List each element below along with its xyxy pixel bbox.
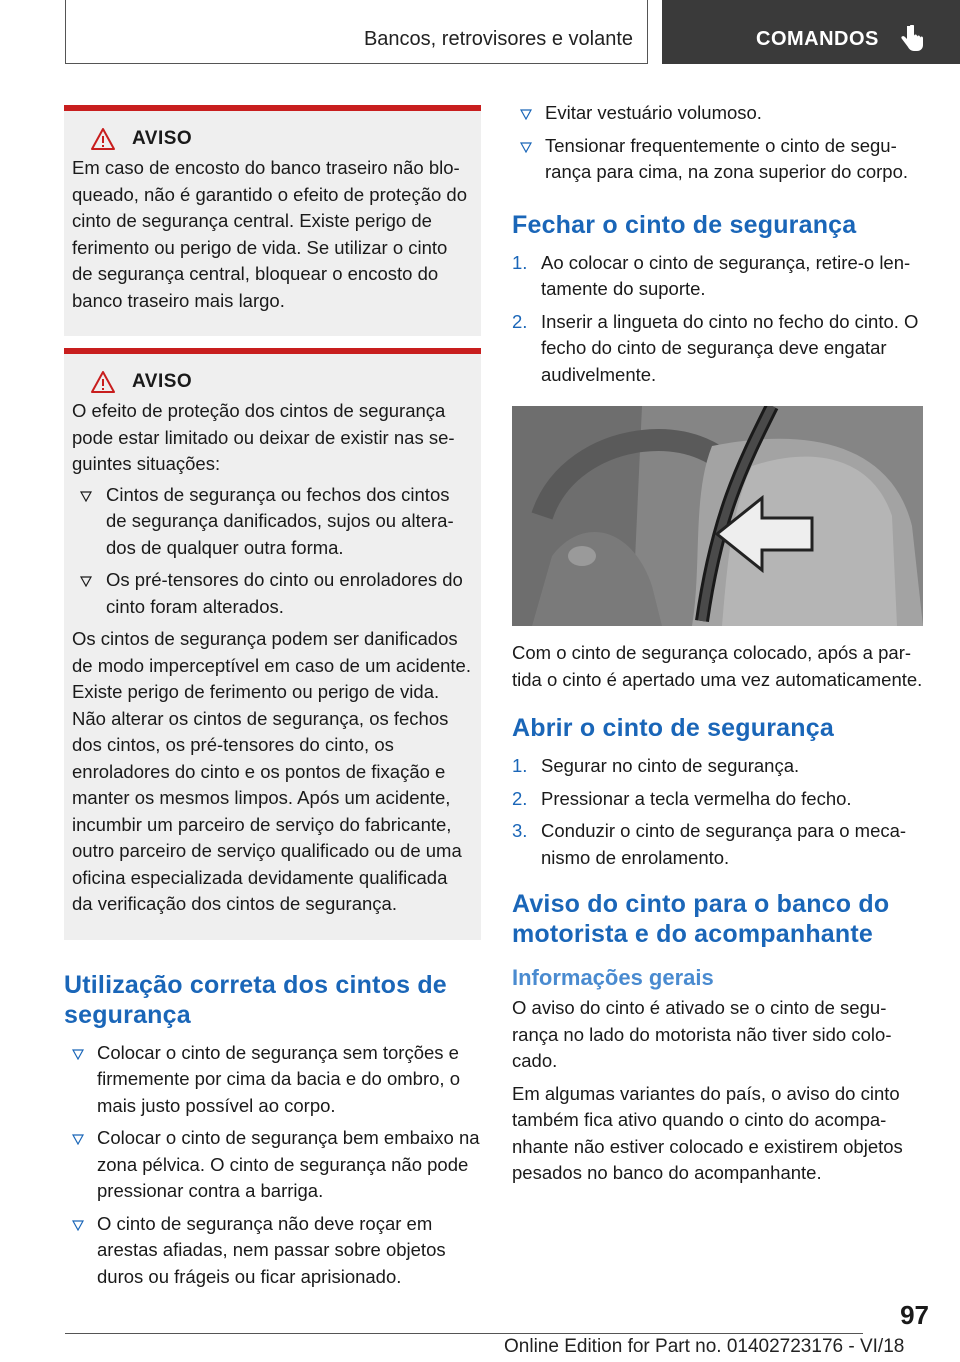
seatbelt-image [512,406,923,626]
paragraph: Em algumas variantes do país, o aviso do cinto também fica ativo quando o cinto do acompanhante não estiver colocado e existirem objetos pesados no banco do acompanhante. [512,1082,903,1183]
triangle-bullet-icon [72,1133,84,1145]
step-item: 1. Ao colocar o cinto de segurança, retire-o lentamente do suporte. [512,251,911,299]
step-item: 2. Pressionar a tecla vermelha do fecho. [512,787,852,809]
footer-divider [65,1333,863,1334]
footer-edition: Online Edition for Part no. 01402723176 - VI/18 [504,1336,905,1357]
triangle-bullet-icon [80,575,92,587]
triangle-bullet-icon [72,1219,84,1231]
warning-title: AVISO [132,371,193,392]
warning-title: AVISO [132,128,193,149]
warning-text: Em caso de encosto do banco traseiro não bloqueado, não é garantido o efeito de proteção do cinto de segurança central. Existe perigo de ferimento ou perigo de vida. Se utilizar o cinto de segurança central, bloquear o encosto do banco traseiro mais largo. [72,157,467,311]
bullet-list [512,100,924,186]
triangle-bullet-icon [72,1048,84,1060]
steps-list [512,753,924,871]
triangle-bullet-icon [80,490,92,502]
section-heading: Utilização correta dos cintos de segurança [64,970,447,1029]
step-item: 3. Conduzir o cinto de segurança para o mecanismo de enrolamento. [512,820,907,868]
warning-text: Os cintos de segurança podem ser danificados de modo imperceptível em caso de um acidente. Existe perigo de ferimento ou perigo de vida. Não alterar os cintos de segurança, os fechos dos cintos, os pré-tensores do cinto, os enroladores do cinto e os pontos de fixação e manter os mesmos limpos. Após um acidente, incumbir um parceiro de serviço do fabricante, outro parceiro de serviço qualificado ou de uma oficina especializada devidamente qualificada da verificação dos cintos de segurança. [72,628,471,914]
section-heading: Fechar o cinto de segurança [512,210,857,239]
triangle-bullet-icon [520,108,532,120]
seatbelt-illustration [512,406,923,626]
left-column [64,105,481,1296]
steps-list [512,250,924,389]
step-item: 1. Segurar no cinto de segurança. [512,755,800,776]
paragraph: Com o cinto de segurança colocado, após a partida o cinto é apertado uma vez automaticamente. [512,642,923,690]
step-item: 2. Inserir a lingueta do cinto no fecho do cinto. O fecho do cinto de segurança deve engatar audivelmente. [512,310,919,385]
warning-bullet-list [72,482,473,621]
warning-box [64,348,481,940]
warning-triangle-icon [90,370,116,394]
warning-box [64,105,481,336]
section-heading: Aviso do cinto para o banco do motorista e do acompanhante [512,890,890,948]
list-item: Tensionar frequentemente o cinto de segurança para cima, na zona superior do corpo. [512,133,924,186]
list-item: Os pré-tensores do cinto ou enroladores do cinto foram alterados. [72,567,473,620]
list-item: Colocar o cinto de segurança bem embaixo na zona pélvica. O cinto de segurança não pode pressionar contra a barriga. [64,1125,481,1205]
list-item: Evitar vestuário volumoso. [512,100,924,127]
warning-intro: O efeito de proteção dos cintos de segurança pode estar limitado ou deixar de existir nas seguintes situações: [72,400,455,474]
subsection-heading: Informações gerais [512,965,714,990]
list-item: Colocar o cinto de segurança sem torções e firmemente por cima da bacia e do ombro, o mais justo possível ao corpo. [64,1040,481,1120]
right-column [512,96,924,1187]
header-chapter-box [662,0,960,64]
section-heading: Abrir o cinto de segurança [512,714,834,742]
triangle-bullet-icon [520,141,532,153]
header-section-title: Bancos, retrovisores e volante [363,28,633,50]
warning-triangle-icon [90,127,116,151]
paragraph: O aviso do cinto é ativado se o cinto de segurança no lado do motorista não tiver sido colocado. [512,997,892,1071]
hand-pointer-icon [898,25,924,53]
list-item: O cinto de segurança não deve roçar em arestas afiadas, nem passar sobre objetos duros ou frágeis ou ficar aprisionado. [64,1211,481,1291]
header-chapter-title: COMANDOS [756,28,879,50]
page-number: 97 [900,1300,929,1330]
header-section-box [65,0,648,64]
list-item: Cintos de segurança ou fechos dos cintos de segurança danificados, sujos ou alterados de qualquer outra forma. [72,482,473,562]
bullet-list [64,1040,481,1291]
